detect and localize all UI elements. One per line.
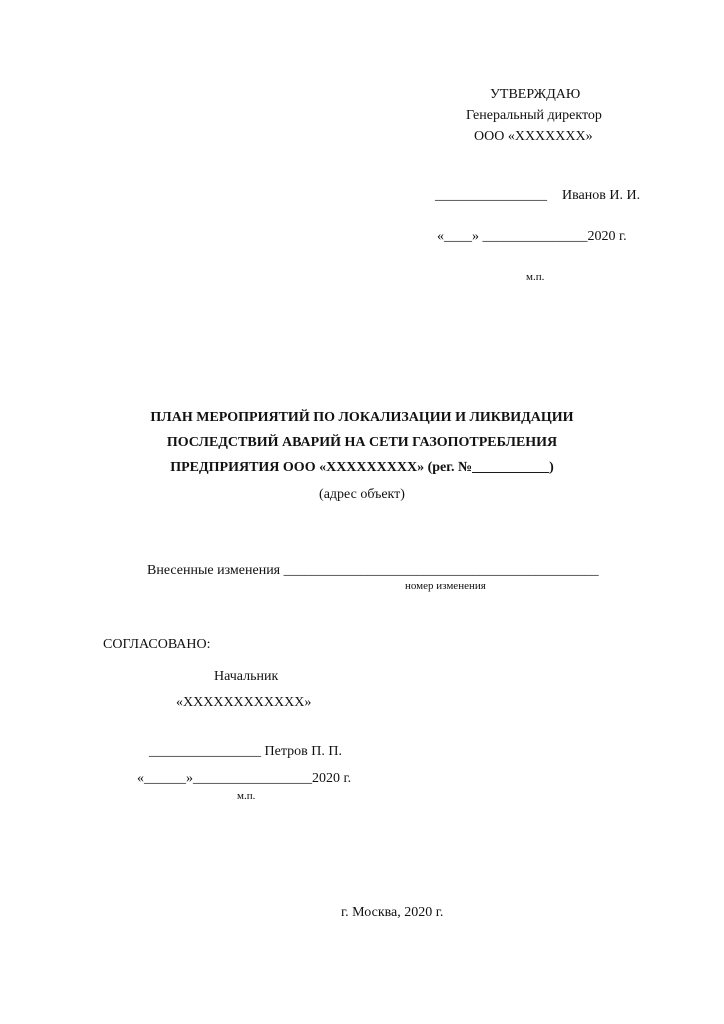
title-line-3-prefix: ПРЕДПРИЯТИЯ ООО «ХХХХХХХХХ» (рег. № [170, 460, 473, 475]
agreed-signature-line [149, 744, 342, 760]
title-address: (адрес объект) [319, 487, 405, 502]
agreed-organization: «ХХХХХХХХХХХХ» [176, 695, 312, 710]
title-line-1: ПЛАН МЕРОПРИЯТИЙ ПО ЛОКАЛИЗАЦИИ И ЛИКВИДАЦИИ [150, 410, 574, 425]
approval-company: ООО «ХХХХХХХ» [474, 129, 593, 144]
changes-blank: _____________________________________________ [283, 563, 599, 578]
changes-label: Внесенные изменения [147, 563, 281, 578]
agreed-year: 2020 г. [312, 771, 352, 786]
agreed-stamp: м.п. [237, 790, 256, 802]
agreed-day-blank: ______ [144, 771, 186, 786]
approval-stamp: м.п. [526, 271, 545, 283]
agreed-date-mid: » [186, 771, 193, 786]
agreed-date-open: « [137, 771, 144, 786]
approval-date-line [437, 229, 627, 245]
approval-signature-blank: ________________ [435, 188, 547, 203]
approval-day-blank: ____ [444, 229, 472, 244]
approval-month-blank: _______________ [482, 229, 588, 244]
approval-signatory: Иванов И. И. [562, 188, 641, 203]
approval-date-open: « [437, 229, 444, 244]
changes-line [147, 563, 599, 579]
footer-city-year: г. Москва, 2020 г. [341, 905, 444, 920]
approval-date-mid: » [472, 229, 479, 244]
changes-caption: номер изменения [405, 580, 486, 592]
title-line-3 [0, 460, 724, 476]
agreed-month-blank: _________________ [193, 771, 312, 786]
agreed-date-line [137, 771, 351, 787]
agreed-signature-blank: ________________ [149, 744, 261, 759]
agreed-position: Начальник [214, 669, 279, 684]
title-reg-number-blank: ___________ [472, 460, 550, 475]
approval-position: Генеральный директор [466, 108, 602, 123]
approval-year: 2020 г. [587, 229, 627, 244]
approval-signature-line [435, 188, 640, 204]
title-line-3-suffix: ) [549, 460, 554, 475]
approval-heading: УТВЕРЖДАЮ [490, 87, 581, 102]
agreed-heading: СОГЛАСОВАНО: [103, 637, 211, 652]
agreed-signatory: Петров П. П. [264, 744, 342, 759]
title-line-2: ПОСЛЕДСТВИЙ АВАРИЙ НА СЕТИ ГАЗОПОТРЕБЛЕНИЯ [166, 435, 558, 450]
